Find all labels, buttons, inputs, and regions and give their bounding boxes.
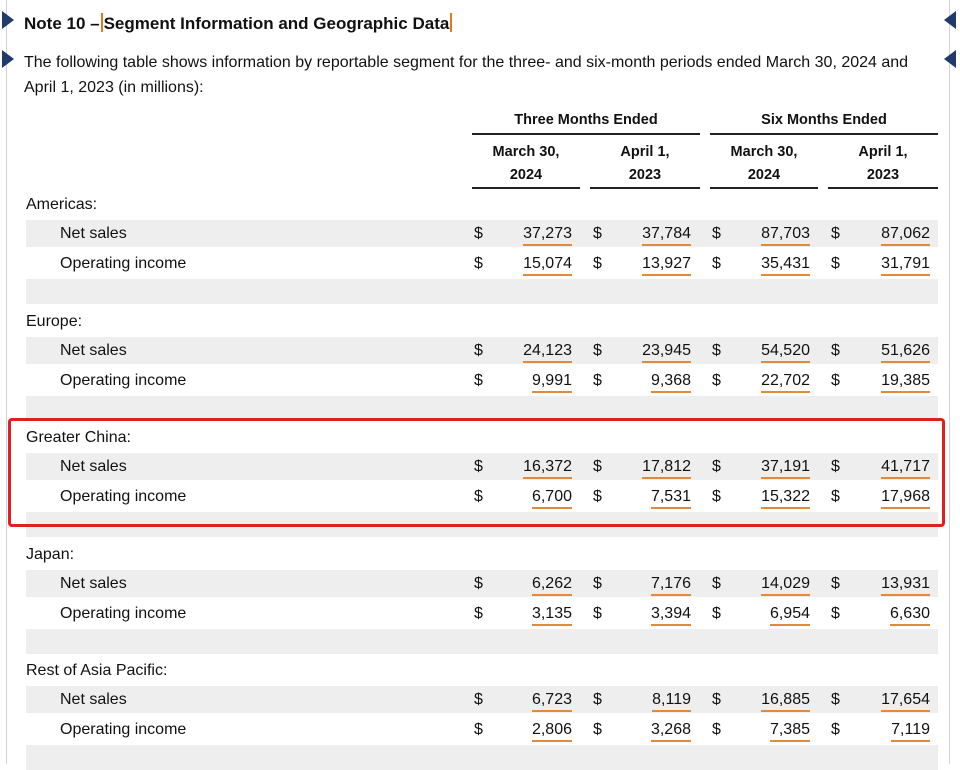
currency-symbol: $ [831, 458, 840, 475]
value-operating-income-col1: 15,074 [523, 255, 572, 276]
bullet-arrow-icon [2, 11, 14, 29]
currency-symbol: $ [712, 255, 721, 272]
row-label-net-sales: Net sales [60, 225, 127, 242]
row-label-net-sales: Net sales [60, 458, 127, 475]
value-operating-income-col4: 7,119 [891, 721, 930, 742]
value-net-sales-col2: 23,945 [642, 342, 691, 363]
note-prefix: Note 10 – [24, 14, 100, 33]
currency-symbol: $ [593, 458, 602, 475]
value-operating-income-col2: 13,927 [642, 255, 691, 276]
value-operating-income-col3: 35,431 [761, 255, 810, 276]
col2-header-line2: 2023 [628, 167, 662, 183]
value-operating-income-col3: 6,954 [770, 605, 810, 626]
note-heading: Segment Information and Geographic Data [103, 14, 450, 33]
currency-symbol: $ [593, 721, 602, 738]
currency-symbol: $ [474, 255, 483, 272]
col3-header-line2: 2024 [747, 167, 781, 183]
currency-symbol: $ [712, 371, 721, 389]
currency-symbol: $ [831, 604, 840, 622]
intro-paragraph: The following table shows information by reportable segment for the three- and six-month periods ended March 30, 2024 and April 1, 2023 (in millions): [24, 54, 909, 96]
row-label-operating-income: Operating income [60, 604, 187, 622]
value-net-sales-col2: 17,812 [642, 458, 691, 479]
currency-symbol: $ [593, 225, 602, 242]
col4-header-line1: April 1, [858, 144, 908, 160]
row-label-net-sales: Net sales [60, 691, 127, 708]
value-net-sales-col3: 37,191 [761, 458, 810, 479]
currency-symbol: $ [831, 371, 840, 389]
currency-symbol: $ [831, 225, 840, 242]
value-operating-income-col1: 6,700 [532, 488, 572, 509]
header-rule [710, 133, 938, 135]
value-operating-income-col2: 3,268 [651, 721, 691, 742]
value-net-sales-col4: 41,717 [881, 458, 930, 479]
value-net-sales-col3: 87,703 [761, 225, 810, 246]
value-net-sales-col2: 8,119 [652, 691, 691, 712]
row-band [26, 745, 938, 770]
value-net-sales-col4: 51,626 [881, 342, 930, 363]
value-net-sales-col4: 17,654 [881, 691, 930, 712]
value-net-sales-col3: 54,520 [761, 342, 810, 363]
value-operating-income-col3: 7,385 [770, 721, 810, 742]
row-label-net-sales: Net sales [60, 574, 127, 592]
value-net-sales-col1: 37,273 [523, 225, 572, 246]
currency-symbol: $ [474, 574, 483, 592]
currency-symbol: $ [831, 255, 840, 272]
bullet-arrow-icon [2, 50, 14, 68]
segment-label-japan: Japan: [26, 545, 75, 563]
currency-symbol: $ [593, 371, 602, 389]
currency-symbol: $ [831, 721, 840, 738]
header-rule [710, 187, 818, 189]
value-operating-income-col2: 7,531 [651, 488, 691, 509]
segment-label-europe: Europe: [26, 312, 83, 330]
row-band [26, 279, 938, 304]
header-rule [828, 187, 938, 189]
value-net-sales-col1: 6,723 [532, 691, 572, 712]
currency-symbol: $ [593, 691, 602, 708]
value-operating-income-col4: 19,385 [881, 372, 930, 393]
currency-symbol: $ [474, 341, 483, 359]
currency-symbol: $ [474, 604, 483, 622]
value-operating-income-col3: 15,322 [761, 488, 810, 509]
currency-symbol: $ [831, 488, 840, 505]
currency-symbol: $ [831, 341, 840, 359]
currency-symbol: $ [474, 458, 483, 475]
value-net-sales-col3: 14,029 [761, 575, 810, 596]
value-operating-income-col4: 17,968 [881, 488, 930, 509]
header-three-months: Three Months Ended [514, 112, 658, 128]
currency-symbol: $ [712, 691, 721, 708]
row-label-operating-income: Operating income [60, 488, 187, 505]
header-rule [472, 187, 580, 189]
currency-symbol: $ [593, 604, 602, 622]
value-net-sales-col2: 37,784 [642, 225, 691, 246]
currency-symbol: $ [712, 604, 721, 622]
header-six-months: Six Months Ended [761, 112, 887, 128]
header-rule [590, 187, 700, 189]
col1-header-line1: March 30, [492, 144, 560, 160]
value-operating-income-col3: 22,702 [761, 372, 810, 393]
currency-symbol: $ [712, 225, 721, 242]
row-band [26, 396, 938, 421]
currency-symbol: $ [593, 488, 602, 505]
currency-symbol: $ [593, 255, 602, 272]
value-net-sales-col4: 87,062 [881, 225, 930, 246]
currency-symbol: $ [712, 341, 721, 359]
value-operating-income-col1: 9,991 [532, 372, 572, 393]
segment-label-americas: Americas: [26, 196, 98, 213]
currency-symbol: $ [593, 341, 602, 359]
bullet-arrow-left-icon [944, 50, 956, 68]
value-operating-income-col4: 31,791 [881, 255, 930, 276]
highlight-box-greater-china [8, 418, 945, 527]
row-label-operating-income: Operating income [60, 721, 187, 738]
value-net-sales-col3: 16,885 [761, 691, 810, 712]
col2-header-line1: April 1, [620, 144, 670, 160]
currency-symbol: $ [712, 488, 721, 505]
currency-symbol: $ [712, 721, 721, 738]
row-label-operating-income: Operating income [60, 255, 187, 272]
value-operating-income-col4: 6,630 [890, 605, 930, 626]
currency-symbol: $ [474, 488, 483, 505]
currency-symbol: $ [712, 458, 721, 475]
value-net-sales-col1: 24,123 [523, 342, 572, 363]
text-cursor [450, 13, 452, 32]
bullet-arrow-left-icon [944, 11, 956, 29]
value-operating-income-col1: 2,806 [532, 721, 572, 742]
note-title [24, 13, 453, 34]
currency-symbol: $ [593, 574, 602, 592]
value-operating-income-col1: 3,135 [532, 605, 572, 626]
value-net-sales-col1: 6,262 [532, 575, 572, 596]
text-cursor [101, 13, 103, 32]
currency-symbol: $ [712, 574, 721, 592]
value-net-sales-col2: 7,176 [651, 575, 691, 596]
col3-header-line1: March 30, [730, 144, 798, 160]
value-operating-income-col2: 3,394 [651, 605, 691, 626]
col4-header-line2: 2023 [866, 167, 900, 183]
currency-symbol: $ [474, 225, 483, 242]
row-band [26, 629, 938, 654]
value-operating-income-col2: 9,368 [651, 372, 691, 393]
segment-label-rest-of-asia-pacific: Rest of Asia Pacific: [26, 662, 168, 679]
currency-symbol: $ [831, 574, 840, 592]
value-net-sales-col4: 13,931 [881, 575, 930, 596]
value-net-sales-col1: 16,372 [523, 458, 572, 479]
currency-symbol: $ [474, 721, 483, 738]
row-label-operating-income: Operating income [60, 371, 187, 389]
header-rule [472, 133, 700, 135]
row-label-net-sales: Net sales [60, 341, 127, 359]
currency-symbol: $ [474, 691, 483, 708]
col1-header-line2: 2024 [509, 167, 543, 183]
currency-symbol: $ [474, 371, 483, 389]
segment-label-greater-china: Greater China: [26, 429, 131, 446]
currency-symbol: $ [831, 691, 840, 708]
